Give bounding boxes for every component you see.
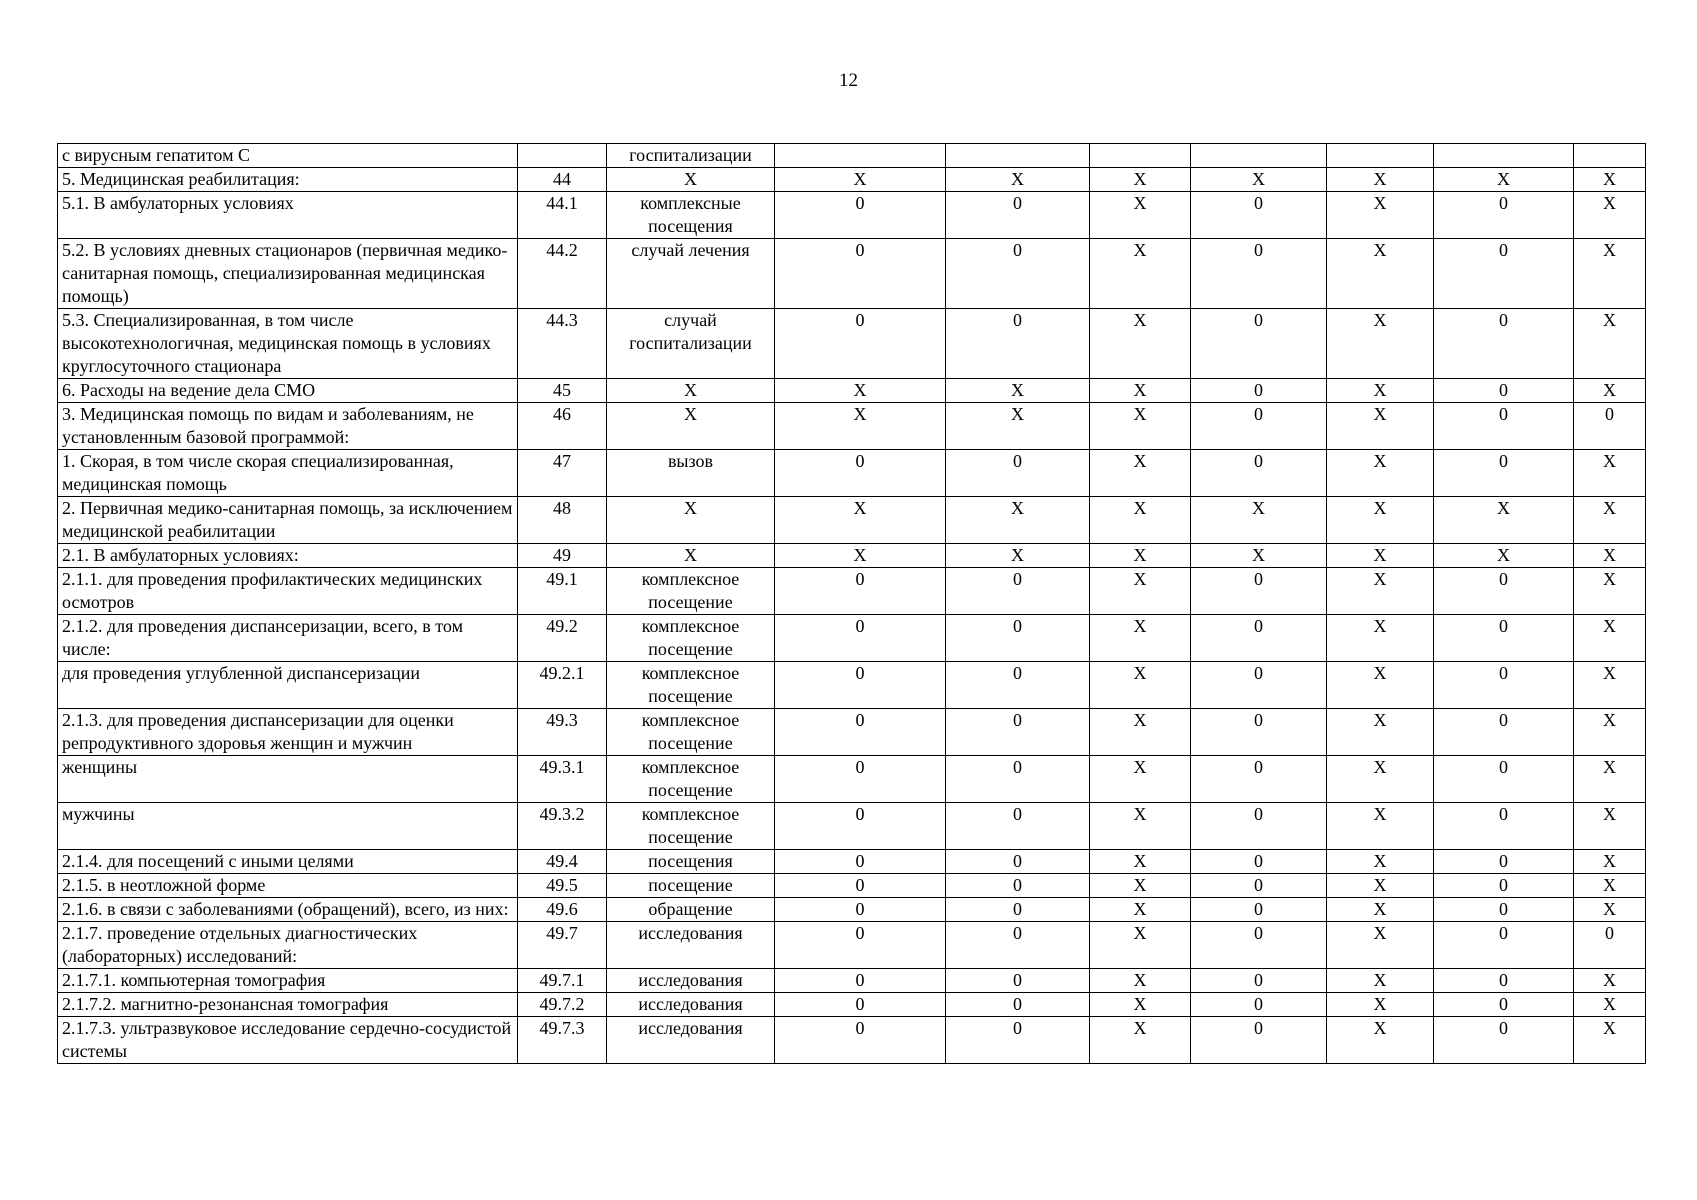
- row-value-cell: 0: [1434, 379, 1574, 403]
- row-value-cell: 0: [775, 898, 946, 922]
- row-unit-cell: вызов: [607, 450, 775, 497]
- row-value-cell: X: [775, 168, 946, 192]
- row-value-cell: 0: [1191, 874, 1327, 898]
- table-row: [58, 239, 1646, 309]
- row-value-cell: X: [1327, 709, 1434, 756]
- table-row: [58, 662, 1646, 709]
- row-unit-cell: случай госпитализации: [607, 309, 775, 379]
- row-value-cell: 0: [1434, 568, 1574, 615]
- row-unit-cell: комплексное посещение: [607, 662, 775, 709]
- table-row: [58, 379, 1646, 403]
- row-code-cell: 44.1: [518, 192, 607, 239]
- row-code-cell: 49.3.1: [518, 756, 607, 803]
- row-value-cell: X: [1090, 168, 1191, 192]
- row-name-cell: женщины: [58, 756, 518, 803]
- row-code-cell: 49.2: [518, 615, 607, 662]
- row-unit-cell: комплексные посещения: [607, 192, 775, 239]
- row-unit-cell: комплексное посещение: [607, 709, 775, 756]
- row-value-cell: X: [1574, 874, 1646, 898]
- row-value-cell: 0: [1434, 709, 1574, 756]
- row-value-cell: 0: [775, 615, 946, 662]
- row-value-cell: X: [1574, 497, 1646, 544]
- row-value-cell: 0: [1574, 922, 1646, 969]
- row-value-cell: X: [1574, 544, 1646, 568]
- row-name-cell: 5.2. В условиях дневных стационаров (первичная медико-санитарная помощь, специализированная медицинская помощь): [58, 239, 518, 309]
- row-value-cell: X: [1327, 756, 1434, 803]
- row-value-cell: 0: [1434, 1017, 1574, 1064]
- row-value-cell: X: [1327, 168, 1434, 192]
- row-value-cell: X: [1191, 168, 1327, 192]
- row-value-cell: X: [1434, 168, 1574, 192]
- row-name-cell: 2.1.3. для проведения диспансеризации для оценки репродуктивного здоровья женщин и мужчин: [58, 709, 518, 756]
- row-code-cell: 49.2.1: [518, 662, 607, 709]
- row-value-cell: 0: [1191, 898, 1327, 922]
- row-value-cell: X: [1574, 309, 1646, 379]
- row-code-cell: 48: [518, 497, 607, 544]
- row-value-cell: X: [1327, 850, 1434, 874]
- row-value-cell: X: [1327, 615, 1434, 662]
- row-value-cell: 0: [946, 450, 1090, 497]
- row-name-cell: 2. Первичная медико-санитарная помощь, за исключением медицинской реабилитации: [58, 497, 518, 544]
- row-unit-cell: комплексное посещение: [607, 803, 775, 850]
- row-value-cell: 0: [775, 309, 946, 379]
- row-name-cell: 2.1.1. для проведения профилактических медицинских осмотров: [58, 568, 518, 615]
- row-value-cell: 0: [946, 192, 1090, 239]
- row-unit-cell: X: [607, 403, 775, 450]
- row-value-cell: X: [1090, 497, 1191, 544]
- row-unit-cell: обращение: [607, 898, 775, 922]
- row-unit-cell: посещение: [607, 874, 775, 898]
- row-value-cell: X: [1327, 544, 1434, 568]
- table-row: [58, 850, 1646, 874]
- row-value-cell: X: [1574, 662, 1646, 709]
- row-code-cell: 49.4: [518, 850, 607, 874]
- row-unit-cell: случай лечения: [607, 239, 775, 309]
- row-value-cell: [775, 144, 946, 168]
- row-value-cell: X: [1327, 568, 1434, 615]
- row-name-cell: 2.1. В амбулаторных условиях:: [58, 544, 518, 568]
- row-code-cell: 49.7: [518, 922, 607, 969]
- row-value-cell: X: [1434, 497, 1574, 544]
- row-value-cell: X: [1191, 544, 1327, 568]
- row-value-cell: X: [775, 544, 946, 568]
- table-row: [58, 615, 1646, 662]
- row-unit-cell: X: [607, 379, 775, 403]
- row-value-cell: 0: [946, 309, 1090, 379]
- row-value-cell: X: [775, 379, 946, 403]
- row-value-cell: X: [946, 379, 1090, 403]
- row-value-cell: 0: [946, 993, 1090, 1017]
- row-value-cell: X: [1327, 1017, 1434, 1064]
- row-value-cell: X: [1574, 239, 1646, 309]
- row-value-cell: 0: [775, 803, 946, 850]
- row-name-cell: для проведения углубленной диспансеризации: [58, 662, 518, 709]
- table-row: [58, 993, 1646, 1017]
- table-row: [58, 803, 1646, 850]
- row-value-cell: X: [1090, 850, 1191, 874]
- row-code-cell: 49.1: [518, 568, 607, 615]
- row-value-cell: X: [1574, 803, 1646, 850]
- row-value-cell: 0: [775, 450, 946, 497]
- row-value-cell: 0: [1191, 756, 1327, 803]
- row-value-cell: 0: [1434, 403, 1574, 450]
- row-value-cell: 0: [775, 662, 946, 709]
- row-unit-cell: комплексное посещение: [607, 568, 775, 615]
- row-value-cell: X: [1090, 898, 1191, 922]
- row-code-cell: 49: [518, 544, 607, 568]
- row-value-cell: X: [946, 168, 1090, 192]
- row-value-cell: X: [1574, 709, 1646, 756]
- page-number: 12: [839, 70, 858, 91]
- row-code-cell: 49.5: [518, 874, 607, 898]
- row-value-cell: 0: [1191, 662, 1327, 709]
- row-value-cell: X: [1090, 239, 1191, 309]
- row-value-cell: X: [1090, 379, 1191, 403]
- row-value-cell: X: [1327, 898, 1434, 922]
- row-code-cell: 44.2: [518, 239, 607, 309]
- row-unit-cell: исследования: [607, 1017, 775, 1064]
- row-value-cell: X: [1090, 192, 1191, 239]
- row-code-cell: 45: [518, 379, 607, 403]
- row-code-cell: 49.7.2: [518, 993, 607, 1017]
- row-value-cell: [1191, 144, 1327, 168]
- row-value-cell: X: [1090, 756, 1191, 803]
- row-value-cell: 0: [946, 969, 1090, 993]
- row-name-cell: 2.1.7.2. магнитно-резонансная томография: [58, 993, 518, 1017]
- row-value-cell: 0: [775, 993, 946, 1017]
- row-value-cell: [1434, 144, 1574, 168]
- row-value-cell: 0: [1191, 803, 1327, 850]
- row-value-cell: 0: [1191, 993, 1327, 1017]
- row-value-cell: 0: [1574, 403, 1646, 450]
- row-value-cell: 0: [775, 874, 946, 898]
- table-row: [58, 756, 1646, 803]
- row-name-cell: 5. Медицинская реабилитация:: [58, 168, 518, 192]
- row-value-cell: 0: [1191, 850, 1327, 874]
- row-value-cell: 0: [946, 662, 1090, 709]
- row-name-cell: 5.3. Специализированная, в том числе высокотехнологичная, медицинская помощь в условиях круглосуточного стационара: [58, 309, 518, 379]
- row-value-cell: 0: [1191, 615, 1327, 662]
- row-value-cell: X: [775, 497, 946, 544]
- row-value-cell: 0: [775, 709, 946, 756]
- row-value-cell: X: [1191, 497, 1327, 544]
- row-value-cell: 0: [1434, 239, 1574, 309]
- row-name-cell: 2.1.7.1. компьютерная томография: [58, 969, 518, 993]
- row-code-cell: [518, 144, 607, 168]
- row-unit-cell: комплексное посещение: [607, 756, 775, 803]
- row-value-cell: 0: [1434, 969, 1574, 993]
- row-name-cell: 2.1.2. для проведения диспансеризации, всего, в том числе:: [58, 615, 518, 662]
- table-row: [58, 568, 1646, 615]
- row-value-cell: X: [1434, 544, 1574, 568]
- row-value-cell: 0: [1191, 403, 1327, 450]
- row-value-cell: X: [1327, 874, 1434, 898]
- row-value-cell: X: [1090, 662, 1191, 709]
- row-value-cell: X: [1327, 403, 1434, 450]
- row-value-cell: 0: [775, 756, 946, 803]
- row-value-cell: X: [1090, 709, 1191, 756]
- row-value-cell: 0: [946, 1017, 1090, 1064]
- row-value-cell: X: [1574, 450, 1646, 497]
- table-row: [58, 144, 1646, 168]
- table-row: [58, 168, 1646, 192]
- row-value-cell: X: [1090, 922, 1191, 969]
- row-value-cell: [1327, 144, 1434, 168]
- table-row: [58, 1017, 1646, 1064]
- row-value-cell: X: [1327, 192, 1434, 239]
- row-name-cell: 2.1.4. для посещений с иными целями: [58, 850, 518, 874]
- row-value-cell: X: [1327, 379, 1434, 403]
- table-body: [58, 144, 1646, 1064]
- row-value-cell: 0: [775, 922, 946, 969]
- row-value-cell: 0: [946, 922, 1090, 969]
- row-value-cell: 0: [1191, 922, 1327, 969]
- table-row: [58, 969, 1646, 993]
- row-value-cell: 0: [775, 1017, 946, 1064]
- row-unit-cell: исследования: [607, 969, 775, 993]
- row-name-cell: 5.1. В амбулаторных условиях: [58, 192, 518, 239]
- row-name-cell: 2.1.5. в неотложной форме: [58, 874, 518, 898]
- row-value-cell: X: [1574, 898, 1646, 922]
- row-value-cell: 0: [946, 898, 1090, 922]
- row-code-cell: 44: [518, 168, 607, 192]
- row-value-cell: 0: [946, 874, 1090, 898]
- row-value-cell: X: [1090, 568, 1191, 615]
- table-row: [58, 497, 1646, 544]
- row-value-cell: X: [1327, 922, 1434, 969]
- row-value-cell: 0: [1434, 450, 1574, 497]
- row-code-cell: 47: [518, 450, 607, 497]
- row-code-cell: 49.6: [518, 898, 607, 922]
- row-value-cell: 0: [946, 756, 1090, 803]
- row-value-cell: 0: [1434, 662, 1574, 709]
- row-value-cell: X: [1090, 969, 1191, 993]
- row-unit-cell: X: [607, 497, 775, 544]
- row-value-cell: 0: [1434, 803, 1574, 850]
- row-value-cell: 0: [775, 192, 946, 239]
- row-code-cell: 44.3: [518, 309, 607, 379]
- row-name-cell: 2.1.7.3. ультразвуковое исследование сердечно-сосудистой системы: [58, 1017, 518, 1064]
- row-value-cell: X: [775, 403, 946, 450]
- row-value-cell: X: [1574, 168, 1646, 192]
- row-value-cell: X: [1327, 309, 1434, 379]
- row-value-cell: 0: [946, 709, 1090, 756]
- row-value-cell: X: [946, 544, 1090, 568]
- row-name-cell: 2.1.7. проведение отдельных диагностических (лабораторных) исследований:: [58, 922, 518, 969]
- row-value-cell: X: [1327, 497, 1434, 544]
- row-unit-cell: X: [607, 168, 775, 192]
- row-unit-cell: госпитализации: [607, 144, 775, 168]
- row-value-cell: 0: [1434, 309, 1574, 379]
- row-value-cell: X: [1574, 1017, 1646, 1064]
- row-value-cell: X: [1090, 615, 1191, 662]
- row-value-cell: X: [1327, 239, 1434, 309]
- row-value-cell: X: [1090, 403, 1191, 450]
- row-name-cell: 3. Медицинская помощь по видам и заболеваниям, не установленным базовой программой:: [58, 403, 518, 450]
- row-value-cell: X: [1327, 969, 1434, 993]
- row-name-cell: мужчины: [58, 803, 518, 850]
- row-value-cell: 0: [775, 850, 946, 874]
- row-value-cell: 0: [1434, 615, 1574, 662]
- row-value-cell: X: [946, 497, 1090, 544]
- row-value-cell: 0: [1191, 1017, 1327, 1064]
- row-value-cell: X: [1327, 993, 1434, 1017]
- row-unit-cell: X: [607, 544, 775, 568]
- row-value-cell: X: [1090, 803, 1191, 850]
- table-row: [58, 309, 1646, 379]
- table-row: [58, 709, 1646, 756]
- row-value-cell: 0: [1191, 709, 1327, 756]
- row-value-cell: X: [946, 403, 1090, 450]
- row-value-cell: X: [1327, 662, 1434, 709]
- row-code-cell: 49.7.3: [518, 1017, 607, 1064]
- row-value-cell: X: [1090, 993, 1191, 1017]
- row-value-cell: X: [1574, 568, 1646, 615]
- row-value-cell: 0: [1191, 568, 1327, 615]
- row-code-cell: 49.3.2: [518, 803, 607, 850]
- table-row: [58, 403, 1646, 450]
- row-value-cell: 0: [1434, 922, 1574, 969]
- row-value-cell: 0: [946, 850, 1090, 874]
- row-code-cell: 49.3: [518, 709, 607, 756]
- table-row: [58, 192, 1646, 239]
- row-value-cell: X: [1574, 969, 1646, 993]
- row-value-cell: 0: [1434, 993, 1574, 1017]
- row-value-cell: X: [1090, 450, 1191, 497]
- data-table: [57, 143, 1646, 1064]
- row-value-cell: 0: [1191, 450, 1327, 497]
- row-value-cell: X: [1574, 615, 1646, 662]
- table-row: [58, 874, 1646, 898]
- row-value-cell: [1090, 144, 1191, 168]
- row-value-cell: X: [1327, 803, 1434, 850]
- row-value-cell: 0: [775, 239, 946, 309]
- row-value-cell: 0: [1434, 756, 1574, 803]
- row-value-cell: X: [1090, 544, 1191, 568]
- row-unit-cell: исследования: [607, 922, 775, 969]
- table-row: [58, 898, 1646, 922]
- row-value-cell: X: [1574, 379, 1646, 403]
- row-name-cell: 1. Скорая, в том числе скорая специализированная, медицинская помощь: [58, 450, 518, 497]
- row-value-cell: X: [1574, 993, 1646, 1017]
- row-value-cell: X: [1090, 1017, 1191, 1064]
- row-unit-cell: исследования: [607, 993, 775, 1017]
- row-value-cell: 0: [946, 239, 1090, 309]
- row-code-cell: 49.7.1: [518, 969, 607, 993]
- row-value-cell: 0: [1191, 309, 1327, 379]
- row-value-cell: [1574, 144, 1646, 168]
- table-row: [58, 450, 1646, 497]
- row-code-cell: 46: [518, 403, 607, 450]
- row-value-cell: 0: [946, 803, 1090, 850]
- table-row: [58, 544, 1646, 568]
- row-value-cell: 0: [1191, 239, 1327, 309]
- row-value-cell: X: [1574, 192, 1646, 239]
- row-value-cell: 0: [775, 969, 946, 993]
- row-value-cell: X: [1327, 450, 1434, 497]
- row-value-cell: 0: [1191, 192, 1327, 239]
- row-name-cell: 6. Расходы на ведение дела СМО: [58, 379, 518, 403]
- row-value-cell: 0: [946, 615, 1090, 662]
- row-value-cell: 0: [1191, 969, 1327, 993]
- table-row: [58, 922, 1646, 969]
- row-unit-cell: комплексное посещение: [607, 615, 775, 662]
- row-value-cell: X: [1574, 850, 1646, 874]
- row-unit-cell: посещения: [607, 850, 775, 874]
- row-value-cell: X: [1090, 309, 1191, 379]
- row-value-cell: 0: [1191, 379, 1327, 403]
- row-name-cell: 2.1.6. в связи с заболеваниями (обращений), всего, из них:: [58, 898, 518, 922]
- row-value-cell: 0: [1434, 192, 1574, 239]
- row-value-cell: [946, 144, 1090, 168]
- row-value-cell: 0: [775, 568, 946, 615]
- row-value-cell: 0: [1434, 898, 1574, 922]
- row-value-cell: 0: [946, 568, 1090, 615]
- row-value-cell: 0: [1434, 850, 1574, 874]
- row-value-cell: X: [1090, 874, 1191, 898]
- row-name-cell: с вирусным гепатитом С: [58, 144, 518, 168]
- row-value-cell: 0: [1434, 874, 1574, 898]
- row-value-cell: X: [1574, 756, 1646, 803]
